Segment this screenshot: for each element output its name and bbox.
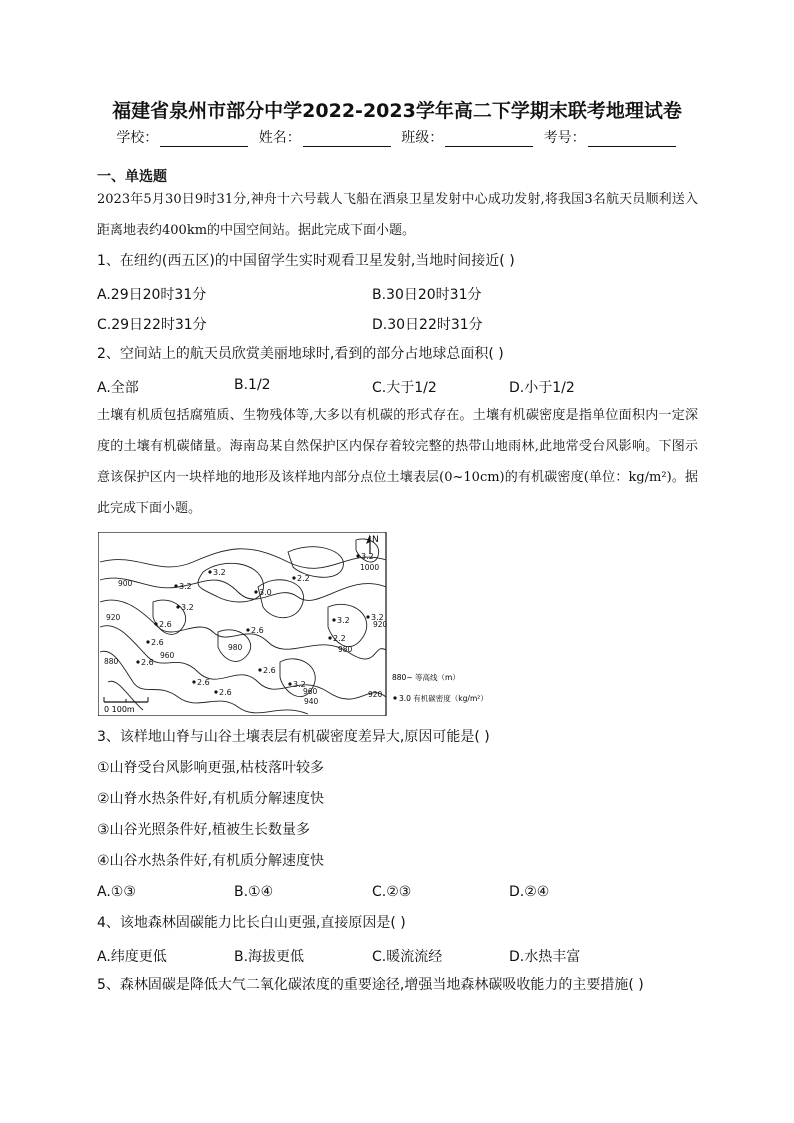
question-2-stem: 2、空间站上的航天员欣赏美丽地球时,看到的部分占地球总面积( ) [97,346,504,362]
question-1-options-row2 [97,314,707,338]
density-label: 3.2 [371,613,384,622]
q4-option-a[interactable]: A.纬度更低 [97,949,167,965]
q3-statement-1: ①山脊受台风影响更强,枯枝落叶较多 [97,760,325,776]
density-label: 3.2 [213,568,226,577]
question-4-options [97,946,707,970]
density-label: 2.2 [333,634,346,643]
q2-option-b[interactable]: B.1/2 [234,377,271,393]
q3-option-d[interactable]: D.②④ [509,884,550,900]
q4-option-b[interactable]: B.海拔更低 [234,949,305,965]
density-point [292,576,295,579]
density-point [208,570,211,573]
density-label: 2.6 [197,678,210,687]
passage-1: 2023年5月30日9时31分,神舟十六号载人飞船在酒泉卫星发射中心成功发射,将我国3名航天员顺利送入距离地表约400km的中国空间站。据此完成下面小题。 [97,192,698,238]
question-1-options [97,284,707,308]
legend-point-symbol [393,696,396,699]
number-label: 考号： [543,130,586,146]
contour-label: 980 [338,645,353,654]
q2-option-c[interactable]: C.大于1/2 [372,380,437,396]
question-5-stem: 5、森林固碳是降低大气二氧化碳浓度的重要途径,增强当地森林碳吸收能力的主要措施( ) [97,977,644,993]
density-label: 2.6 [219,688,232,697]
density-label: 3.2 [293,680,306,689]
density-point [246,628,249,631]
density-point [146,640,149,643]
density-point [328,636,331,639]
density-label: 2.6 [251,626,264,635]
q4-option-c[interactable]: C.暖流流经 [372,949,443,965]
q3-option-a[interactable]: A.①③ [97,884,136,900]
contour-label: 920 [106,613,121,622]
density-point [176,605,179,608]
contour-label: 920 [373,620,388,629]
density-label: 3.2 [361,552,374,561]
q4-option-d[interactable]: D.水热丰富 [509,949,581,965]
contour-label: 920 [368,690,383,699]
number-field[interactable] [588,132,676,147]
question-3-options [97,884,707,908]
density-point [332,618,335,621]
density-point [366,615,369,618]
contour-label: 960 [160,651,175,660]
contour-label: 900 [118,579,133,588]
question-1-stem: 1、在纽约(西五区)的中国留学生实时观看卫星发射,当地时间接近( ) [97,253,515,269]
scale-bar-label: 0 100m [104,705,135,714]
q1-option-b[interactable]: B.30日20时31分 [372,287,482,303]
density-point [258,668,261,671]
density-point [192,680,195,683]
q3-statement-4: ④山谷水热条件好,有机质分解速度快 [97,853,325,869]
density-label: 2.6 [151,638,164,647]
question-3-stem: 3、该样地山脊与山谷土壤表层有机碳密度差异大,原因可能是( ) [97,729,490,745]
density-point [214,690,217,693]
exam-title: 福建省泉州市部分中学2022-2023学年高二下学期末联考地理试卷 [112,100,682,122]
class-field[interactable] [445,132,533,147]
density-point [288,682,291,685]
q3-statement-3: ③山谷光照条件好,植被生长数量多 [97,822,311,838]
density-label: 2.6 [263,666,276,675]
density-label: 2.2 [297,574,310,583]
density-point [254,590,257,593]
density-label: 2.6 [141,658,154,667]
student-info-row [0,127,794,147]
contour-label: 980 [228,643,243,652]
legend-point: 3.0 有机碳密度（kg/m²） [399,694,488,703]
q3-statement-2: ②山脊水热条件好,有机质分解速度快 [97,791,325,807]
question-4-stem: 4、该地森林固碳能力比长白山更强,直接原因是( ) [97,915,406,931]
density-label: 3.2 [337,616,350,625]
density-point [356,554,359,557]
density-point [174,584,177,587]
contour-label: 960 [303,687,318,696]
q2-option-d[interactable]: D.小于1/2 [509,380,575,396]
class-label: 班级： [401,130,444,146]
legend-contour: 880~ 等高线（m） [392,673,460,682]
density-label: 2.6 [159,620,172,629]
school-label: 学校： [116,130,159,146]
contour-label: 940 [304,697,319,706]
density-point [154,622,157,625]
north-arrow-label: N [372,535,379,545]
contour-label: 1000 [360,563,380,572]
contour-map [98,532,498,716]
name-field[interactable] [303,132,391,147]
school-field[interactable] [160,132,248,147]
name-label: 姓名： [258,130,301,146]
section-heading: 一、单选题 [97,169,167,185]
density-point [136,660,139,663]
contour-label: 880 [104,657,119,666]
q1-option-a[interactable]: A.29日20时31分 [97,287,207,303]
q1-option-c[interactable]: C.29日22时31分 [97,317,207,333]
density-label: 3.2 [179,582,192,591]
passage-2: 土壤有机质包括腐殖质、生物残体等,大多以有机碳的形式存在。土壤有机碳密度是指单位面积内一定深度的土壤有机碳储量。海南岛某自然保护区内保存着较完整的热带山地雨林,此地常受台风影响。下图示意该保护区内一块样地的地形及该样地内部分点位土壤表层(0~10cm)的有机碳密度(单位：kg/m²)。据此完成下面小题。 [97,408,698,516]
q2-option-a[interactable]: A.全部 [97,380,139,396]
question-2-options [97,377,707,401]
q1-option-d[interactable]: D.30日22时31分 [372,317,483,333]
q3-option-b[interactable]: B.①④ [234,884,274,900]
q3-option-c[interactable]: C.②③ [372,884,412,900]
density-label: 3.2 [181,603,194,612]
density-label: 3.0 [259,588,272,597]
